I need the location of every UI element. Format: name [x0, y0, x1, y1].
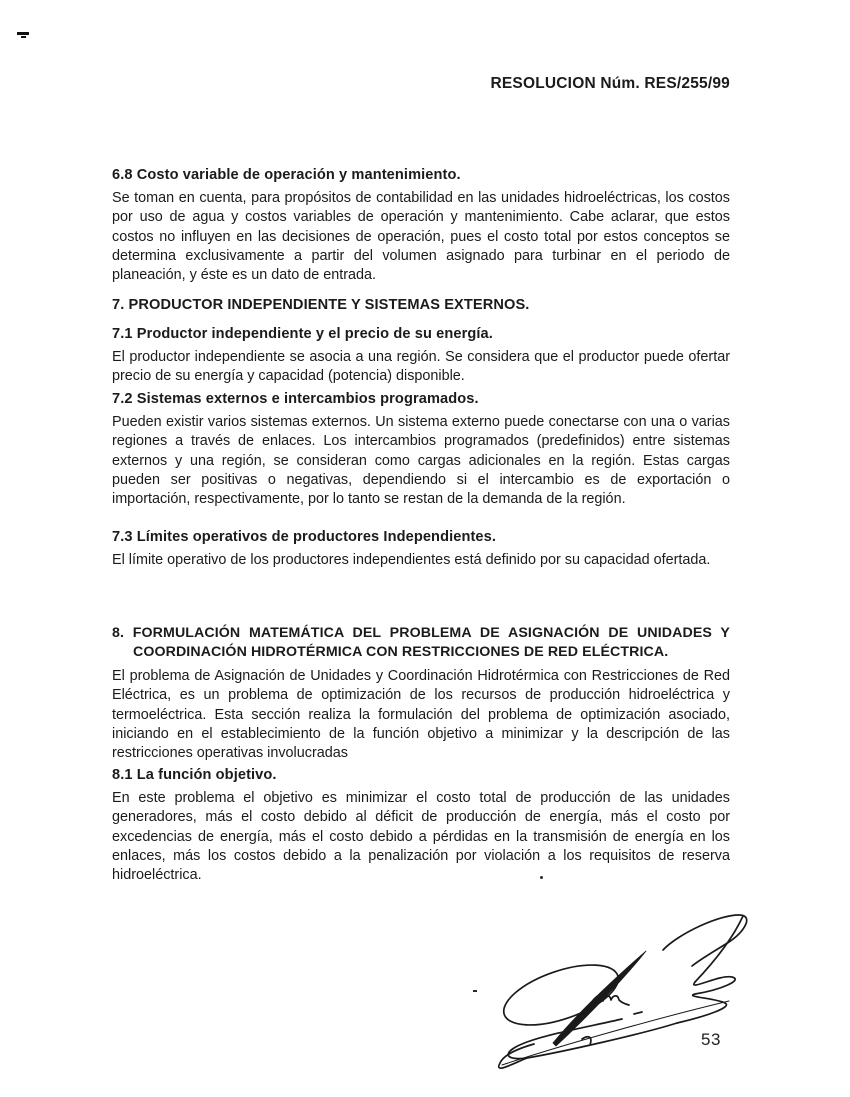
scan-artifact-dash	[17, 32, 29, 35]
section-8	[112, 624, 730, 763]
section-7-3	[112, 528, 730, 570]
resolution-header: RESOLUCION Núm. RES/255/99	[490, 75, 730, 92]
section-heading: 8. FORMULACIÓN MATEMÁTICA DEL PROBLEMA DE ASIGNACIÓN DE UNIDADES Y COORDINACIÓN HIDROTÉRMICA CON RESTRICCIONES DE RED ELÉCTRICA.	[112, 625, 730, 660]
section-7-1	[112, 325, 730, 387]
paragraph: El problema de Asignación de Unidades y Coordinación Hidrotérmica con Restricciones de Red Eléctrica, es un problema de optimización de los recursos de producción hidroeléctrica y termoeléctrica. Esta sección realiza la formulación del problema de optimización asociado, iniciando en el establecimiento de la función objetivo a minimizar y la descripción de las restricciones operativas involucradas	[112, 668, 730, 762]
paragraph: Se toman en cuenta, para propósitos de contabilidad en las unidades hidroeléctricas, los costos por uso de agua y costos variables de operación y mantenimiento. Cabe aclarar, que estos costos no influyen en las decisiones de operación, pues el costo total por estos conceptos se determina exclusivamente a partir del volumen asignado para turbinar en el periodo de planeación, y éste es un dato de entrada.	[112, 190, 730, 284]
scan-speck	[540, 876, 543, 879]
paragraph: El productor independiente se asocia a una región. Se considera que el productor puede ofertar precio de su energía y capacidad (potencia) disponible.	[112, 349, 730, 385]
paragraph: El límite operativo de los productores independientes está definido por su capacidad ofertada.	[112, 552, 711, 568]
section-8-1	[112, 766, 730, 885]
section-heading: 6.8 Costo variable de operación y mantenimiento.	[112, 167, 461, 183]
paragraph: Pueden existir varios sistemas externos. Un sistema externo puede conectarse con una o varias regiones a través de enlaces. Los intercambios programados (predefinidos) entre sistemas externos y una región, se consideran como cargas adicionales en la región. Estas cargas pueden ser positivas o negativas, dependiendo si el intercambio es de exportación o importación, respectivamente, por lo tanto se restan de la demanda de la región.	[112, 414, 730, 508]
section-heading: 8.1 La función objetivo.	[112, 767, 277, 783]
page-number: 53	[701, 1030, 721, 1049]
section-heading: 7.2 Sistemas externos e intercambios programados.	[112, 391, 479, 407]
scan-speck	[473, 990, 477, 992]
section-7-2	[112, 390, 730, 509]
section-heading: 7.3 Límites operativos de productores Independientes.	[112, 529, 497, 545]
section-6-8	[112, 166, 730, 285]
scan-artifact-nub	[21, 36, 26, 38]
section-heading: 7. PRODUCTOR INDEPENDIENTE Y SISTEMAS EXTERNOS.	[112, 297, 530, 313]
handwritten-signature-icon	[482, 902, 752, 1077]
section-7	[112, 296, 730, 315]
section-heading: 7.1 Productor independiente y el precio de su energía.	[112, 326, 493, 342]
paragraph: En este problema el objetivo es minimizar el costo total de producción de las unidades generadores, más el costo debido al déficit de producción de energía, más el costo por excedencias de energía, más el costo debido a pérdidas en la transmisión de energía en los enlaces, más los costos debido a la penalización por violación a los requisitos de reserva hidroeléctrica.	[112, 790, 730, 884]
